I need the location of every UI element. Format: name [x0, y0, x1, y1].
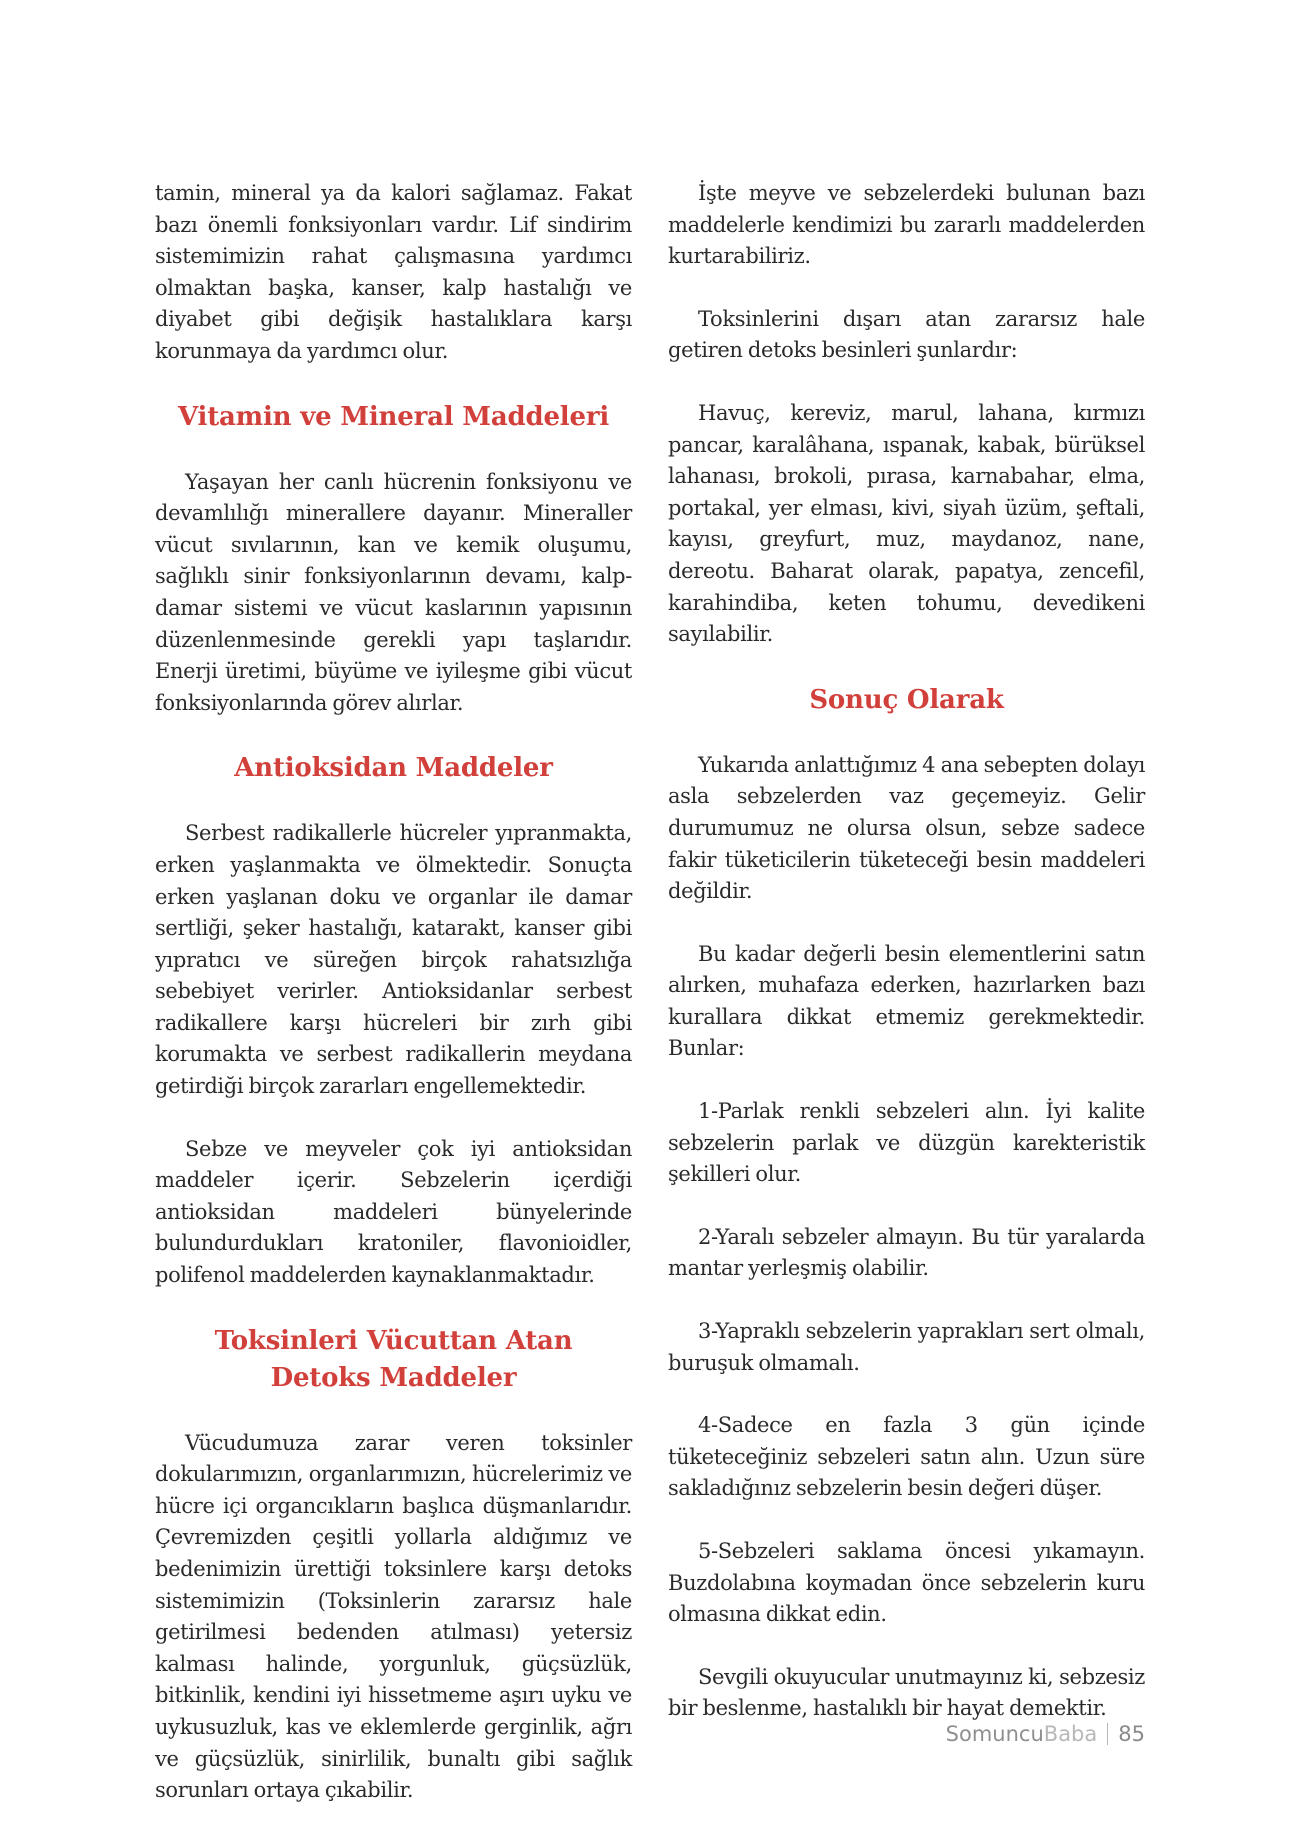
heading-detoks: Toksinleri Vücuttan Atan Detoks Maddeler	[214, 1325, 573, 1393]
left-paragraph-1: tamin, mineral ya da kalori sağlamaz. Fakat bazı önemli fonksiyonları vardır. Lif sindirim sistemimizin rahat çalışmasına yardımcı olmaktan başka, kanser, kalp hastalığı ve diyabet gibi değişik hastalıklara karşı korunmaya da yardımcı olur.	[155, 181, 632, 363]
magazine-logo	[946, 1722, 1098, 1746]
left-paragraph-5: Vücudumuza zarar veren toksinler dokularımızın, organlarımızın, hücrelerimiz ve hücre içi organcıkların başlıca düşmanlarıdır. Çevremizden çeşitli yollarla aldığımız ve bedenimizin ürettiği toksinlere karşı detoks sistemimizin (Toksinlerin zararsız hale getirilmesi bedenden atılması) yetersiz kalması halinde, yorgunluk, güçsüzlük, bitkinlik, kendini iyi hissetmeme aşırı uyku ve uykusuzluk, kas ve eklemlerde gerginlik, ağrı ve güçsüzlük, sinirlilik, bunaltı gibi sağlık sorunları ortaya çıkabilir.	[155, 1430, 632, 1803]
closing-paragraph: Sevgili okuyucular unutmayınız ki, sebzesiz bir beslenme, hastalıklı bir hayat demektir.	[668, 1664, 1145, 1721]
rule-5: 5-Sebzeleri saklama öncesi yıkamayın. Buzdolabına koymadan önce sebzelerin kuru olmasına dikkat edin.	[668, 1539, 1145, 1627]
logo-part-1: Somuncu	[945, 1722, 1044, 1746]
heading-sonuc: Sonuç Olarak	[809, 684, 1004, 715]
right-paragraph-4: Yukarıda anlattığımız 4 ana sebepten dolayı asla sebzelerden vaz geçemeyiz. Gelir durumumuz ne olursa olsun, sebze sadece fakir tüketicilerin tüketeceği besin maddeleri değildir.	[668, 752, 1145, 904]
heading-vitamin-mineral: Vitamin ve Mineral Maddeleri	[178, 401, 609, 432]
rule-4: 4-Sadece en fazla 3 gün içinde tüketeceğiniz sebzeleri satın alın. Uzun süre sakladığınız sebzelerin besin değeri düşer.	[668, 1413, 1145, 1501]
right-paragraph-1: İşte meyve ve sebzelerdeki bulunan bazı maddelerle kendimizi bu zararlı maddelerden kurtarabiliriz.	[668, 181, 1145, 269]
rule-1: 1-Parlak renkli sebzeleri alın. İyi kalite sebzelerin parlak ve düzgün karekteristik şekilleri olur.	[668, 1099, 1145, 1187]
right-column	[668, 178, 1145, 1756]
logo-part-2: Baba	[1043, 1722, 1098, 1746]
right-paragraph-5: Bu kadar değerli besin elementlerini satın alırken, muhafaza ederken, hazırlarken bazı kurallara dikkat etmemiz gerekmektedir. Bunlar:	[668, 941, 1145, 1061]
right-paragraph-3: Havuç, kereviz, marul, lahana, kırmızı pancar, karalâhana, ıspanak, kabak, bürüksel lahanası, brokoli, pırasa, karnabahar, elma, portakal, yer elması, kivi, siyah üzüm, şeftali, kayısı, greyfurt, muz, maydanoz, nane, dereotu. Baharat olarak, papatya, zencefil, karahindiba, keten tohumu, devedikeni sayılabilir.	[668, 400, 1145, 647]
page-footer	[946, 1722, 1145, 1746]
right-paragraph-2: Toksinlerini dışarı atan zararsız hale getiren detoks besinleri şunlardır:	[668, 306, 1145, 363]
rule-3: 3-Yapraklı sebzelerin yaprakları sert olmalı, buruşuk olmamalı.	[668, 1319, 1145, 1375]
left-paragraph-3: Serbest radikallerle hücreler yıpranmakta, erken yaşlanmakta ve ölmektedir. Sonuçta erken yaşlanan doku ve organlar ile damar sertliği, şeker hastalığı, katarakt, kanser gibi yıpratıcı ve süreğen birçok rahatsızlığa sebebiyet verirler. Antioksidanlar serbest radikallere karşı hücreleri bir zırh gibi korumakta ve serbest radikallerin meydana getirdiği birçok zararları engellemektedir.	[155, 821, 632, 1099]
left-paragraph-2: Yaşayan her canlı hücrenin fonksiyonu ve devamlılığı minerallere dayanır. Mineraller vücut sıvılarının, kan ve kemik oluşumu, sağlıklı sinir fonksiyonlarının devamı, kalp-damar sistemi ve vücut kaslarının yapısının düzenlenmesinde gerekli yapı taşlarıdır. Enerji üretimi, büyüme ve iyileşme gibi vücut fonksiyonlarında görev alırlar.	[155, 469, 632, 715]
heading-antioksidan: Antioksidan Maddeler	[234, 753, 553, 784]
footer-divider	[1107, 1723, 1108, 1745]
rule-2: 2-Yaralı sebzeler almayın. Bu tür yaralarda mantar yerleşmiş olabilir.	[668, 1224, 1145, 1281]
page-number: 85	[1118, 1722, 1145, 1746]
left-column	[155, 178, 632, 1838]
left-paragraph-4: Sebze ve meyveler çok iyi antioksidan maddeler içerir. Sebzelerin içerdiği antioksidan maddeleri bünyelerinde bulundurdukları kratoniler, flavonioidler, polifenol maddelerden kaynaklanmaktadır.	[155, 1136, 632, 1288]
